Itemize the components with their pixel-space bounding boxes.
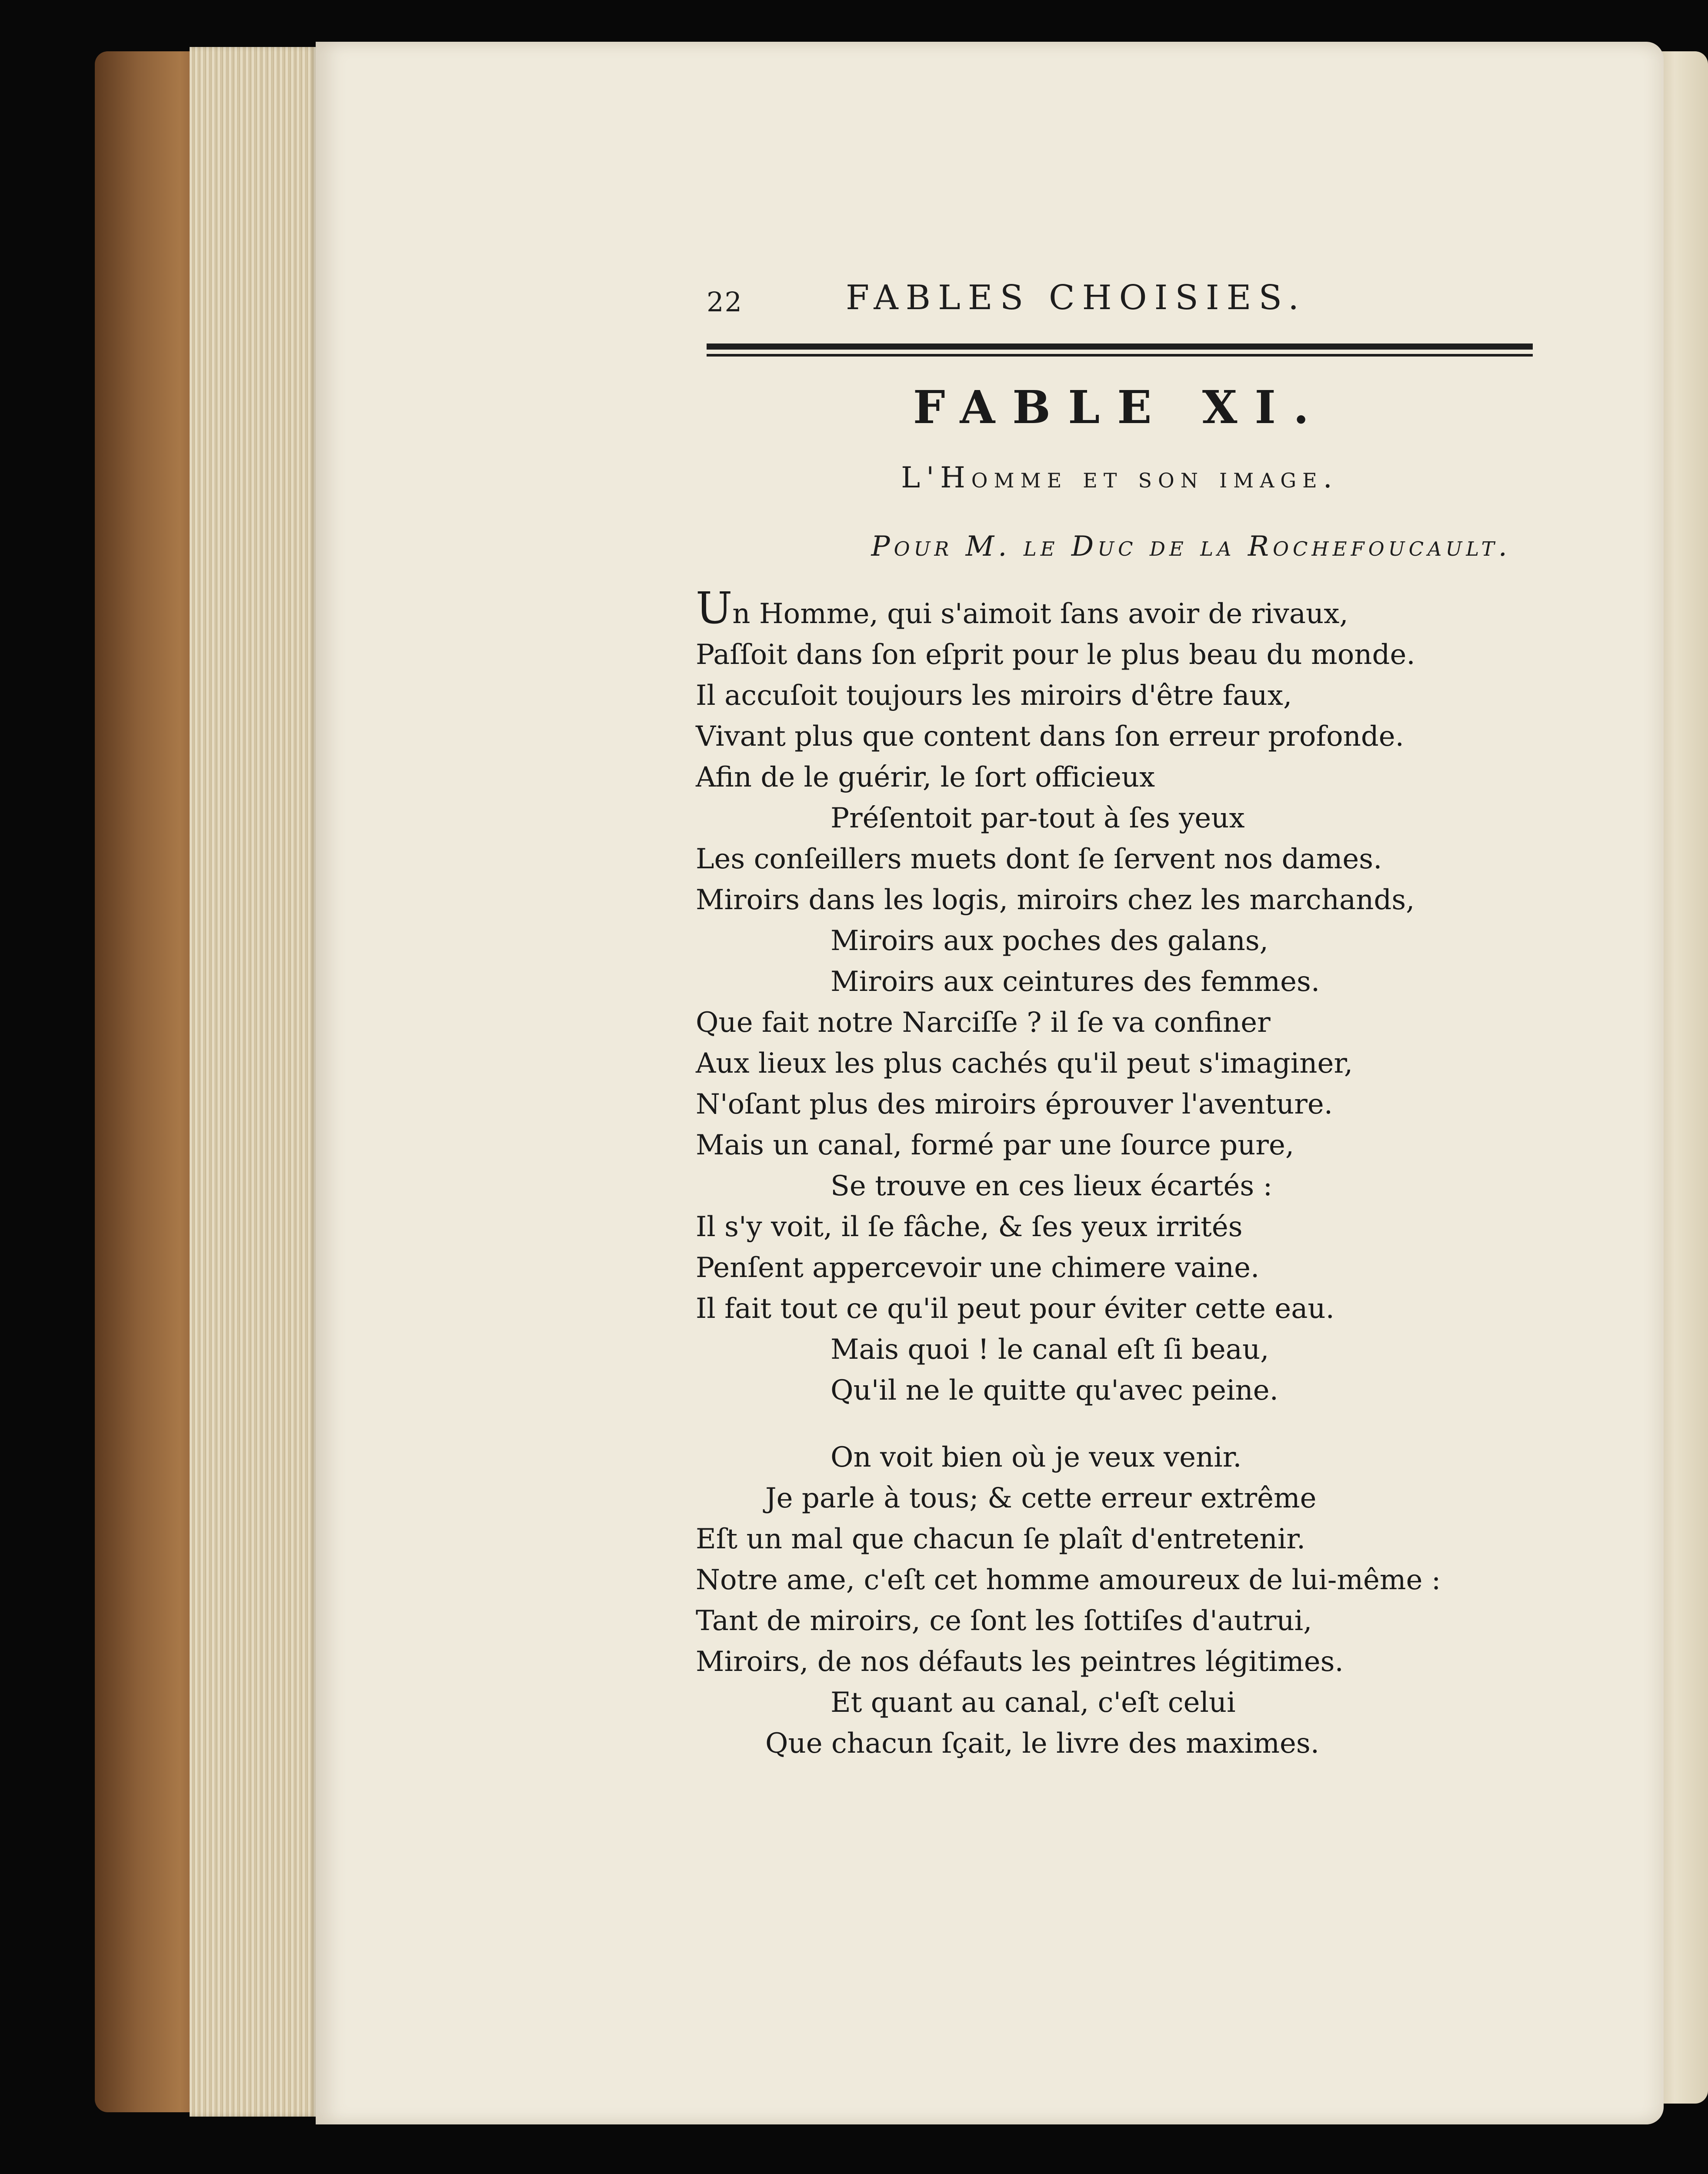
- poem-line: Et quant au canal, c'eſt celui: [831, 1687, 1236, 1719]
- poem-line: Miroirs aux ceintures des femmes.: [831, 966, 1320, 998]
- poem-line: Penſent appercevoir une chimere vaine.: [696, 1252, 1260, 1284]
- stanza-break: [696, 1411, 1487, 1437]
- poem-line: Il accuſoit toujours les miroirs d'être faux,: [696, 680, 1292, 712]
- poem-line: Miroirs, de nos défauts les peintres légitimes.: [696, 1646, 1344, 1678]
- page-header: [707, 278, 1533, 326]
- poem-line: Aux lieux les plus cachés qu'il peut s'imaginer,: [696, 1047, 1353, 1080]
- drop-cap: U: [696, 583, 733, 634]
- fable-title: FABLE XI.: [913, 380, 1327, 434]
- poem-line: Vivant plus que content dans ſon erreur profonde.: [696, 720, 1404, 753]
- poem-line: Tant de miroirs, ce ſont les ſottiſes d'autrui,: [696, 1605, 1312, 1637]
- poem-line: Paſſoit dans ſon eſprit pour le plus beau du monde.: [696, 639, 1415, 671]
- poem-line: Un Homme, qui s'aimoit ſans avoir de rivaux,: [696, 583, 1348, 634]
- running-title: FABLES CHOISIES.: [846, 278, 1307, 317]
- fable-dedication: Pour M. le Duc de la Rochefoucault.: [871, 530, 1511, 563]
- fable-subtitle: L'Homme et son image.: [901, 461, 1338, 494]
- poem-line: Miroirs dans les logis, miroirs chez les marchands,: [696, 884, 1415, 916]
- poem-line: Afin de le guérir, le ſort officieux: [696, 761, 1155, 794]
- poem-body: [696, 583, 1487, 1764]
- poem-line: Notre ame, c'eſt cet homme amoureux de lui-même :: [696, 1564, 1441, 1596]
- page-edges: [190, 47, 317, 2117]
- page-number: 22: [707, 286, 743, 318]
- poem-line: N'oſant plus des miroirs éprouver l'aventure.: [696, 1088, 1333, 1120]
- poem-line: Il fait tout ce qu'il peut pour éviter cette eau.: [696, 1293, 1334, 1325]
- poem-line: Qu'il ne le quitte qu'avec peine.: [831, 1374, 1278, 1407]
- poem-line: Que fait notre Narciſſe ? il ſe va confiner: [696, 1007, 1271, 1039]
- poem-line: Je parle à tous; & cette erreur extrême: [765, 1482, 1317, 1514]
- poem-line: Que chacun ſçait, le livre des maximes.: [765, 1727, 1320, 1760]
- poem-line: Mais un canal, formé par une ſource pure,: [696, 1129, 1294, 1161]
- poem-line: Les conſeillers muets dont ſe ſervent nos dames.: [696, 843, 1382, 875]
- poem-line: Préſentoit par-tout à ſes yeux: [831, 802, 1245, 834]
- poem-line: Mais quoi ! le canal eſt ſi beau,: [831, 1334, 1269, 1366]
- poem-line: Miroirs aux poches des galans,: [831, 925, 1268, 957]
- poem-line: Se trouve en ces lieux écartés :: [831, 1170, 1273, 1202]
- poem-line: On voit bien où je veux venir.: [831, 1441, 1242, 1474]
- poem-line: Eſt un mal que chacun ſe plaît d'entretenir.: [696, 1523, 1306, 1555]
- header-rule: [707, 343, 1533, 357]
- poem-line: Il s'y voit, il ſe fâche, & ſes yeux irrités: [696, 1211, 1243, 1243]
